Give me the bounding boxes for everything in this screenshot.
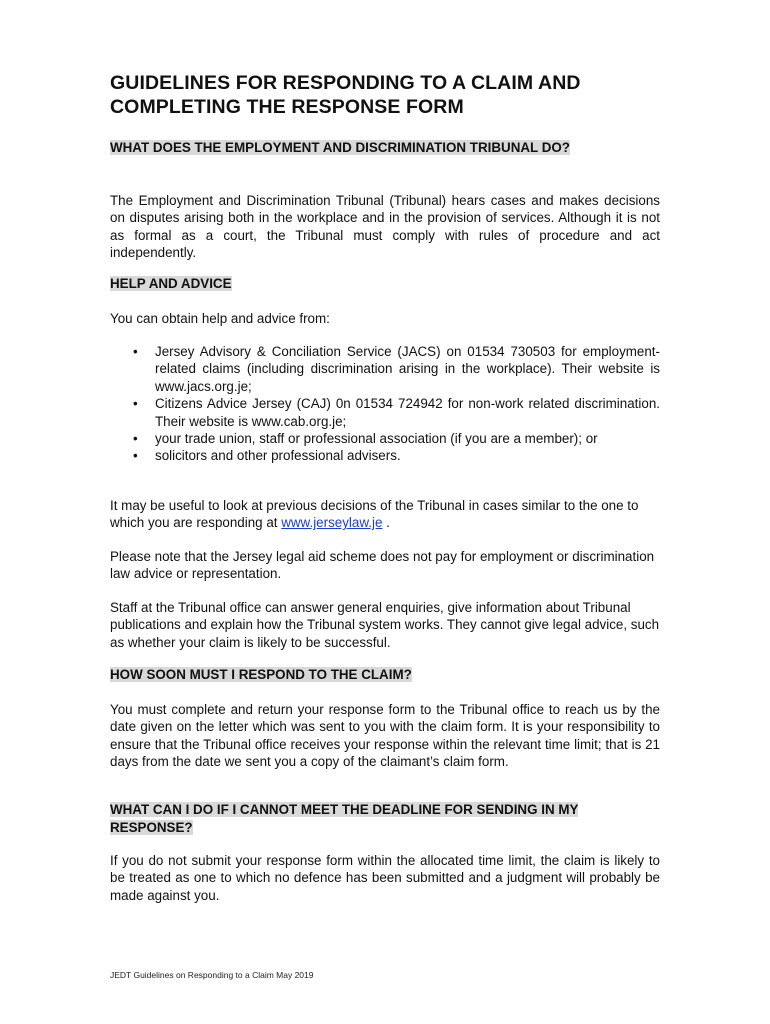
bullet-icon: • <box>133 431 138 447</box>
list-item: • Citizens Advice Jersey (CAJ) 0n 01534 724942 for non-work related discrimination. Their website is www.cab.org.je; <box>133 396 660 429</box>
help-sources-list <box>110 343 660 465</box>
paragraph-tribunal-description: The Employment and Discrimination Tribunal (Tribunal) hears cases and makes decisions on disputes arising both in the workplace and in the provision of services. Although it is not as formal as a court, the Tribunal must comply with rules of procedure and act independently. <box>110 193 660 261</box>
paragraph-tribunal-staff: Staff at the Tribunal office can answer general enquiries, give information about Tribunal publications and explain how the Tribunal system works. They cannot give legal advice, such as whether your claim is likely to be successful. <box>110 600 660 650</box>
heading-how-soon-respond: HOW SOON MUST I RESPOND TO THE CLAIM? <box>110 667 412 682</box>
paragraph-legal-aid: Please note that the Jersey legal aid scheme does not pay for employment or discrimination law advice or representation. <box>110 549 655 582</box>
jerseylaw-link[interactable]: www.jerseylaw.je <box>281 515 383 531</box>
bullet-icon: • <box>133 448 138 464</box>
list-item: • solicitors and other professional advisers. <box>133 448 401 464</box>
list-item: • your trade union, staff or professional association (if you are a member); or <box>133 431 598 447</box>
paragraph-help-intro: You can obtain help and advice from: <box>110 311 330 326</box>
page-footer: JEDT Guidelines on Responding to a Claim May 2019 <box>110 970 314 980</box>
list-item: • Jersey Advisory & Conciliation Service (JACS) on 01534 730503 for employment-related claims (including discrimination arising in the workplace). Their website is www.jacs.org.je; <box>133 344 660 394</box>
paragraph-previous-decisions: It may be useful to look at previous decisions of the Tribunal in cases similar to the one to which you are responding at www.jerseylaw.je . <box>110 498 639 531</box>
bullet-icon: • <box>133 396 138 412</box>
paragraph-late-response: If you do not submit your response form within the allocated time limit, the claim is likely to be treated as one to which no defence has been submitted and a judgment will probably be made against you. <box>110 853 660 903</box>
bullet-icon: • <box>133 344 138 359</box>
heading-cannot-meet-deadline: WHAT CAN I DO IF I CANNOT MEET THE DEADLINE FOR SENDING IN MY RESPONSE? <box>110 802 579 835</box>
paragraph-response-deadline: You must complete and return your response form to the Tribunal office to reach us by the date given on the letter which was sent to you with the claim form. It is your responsibility to ensure that the Tribunal office receives your response within the relevant time limit; that is 21 days from the date we sent you a copy of the claimant’s claim form. <box>110 702 660 770</box>
document-title: GUIDELINES FOR RESPONDING TO A CLAIM AND COMPLETING THE RESPONSE FORM <box>110 72 581 118</box>
heading-help-and-advice: HELP AND ADVICE <box>110 276 232 291</box>
heading-what-does-tribunal-do: WHAT DOES THE EMPLOYMENT AND DISCRIMINATION TRIBUNAL DO? <box>110 140 570 155</box>
